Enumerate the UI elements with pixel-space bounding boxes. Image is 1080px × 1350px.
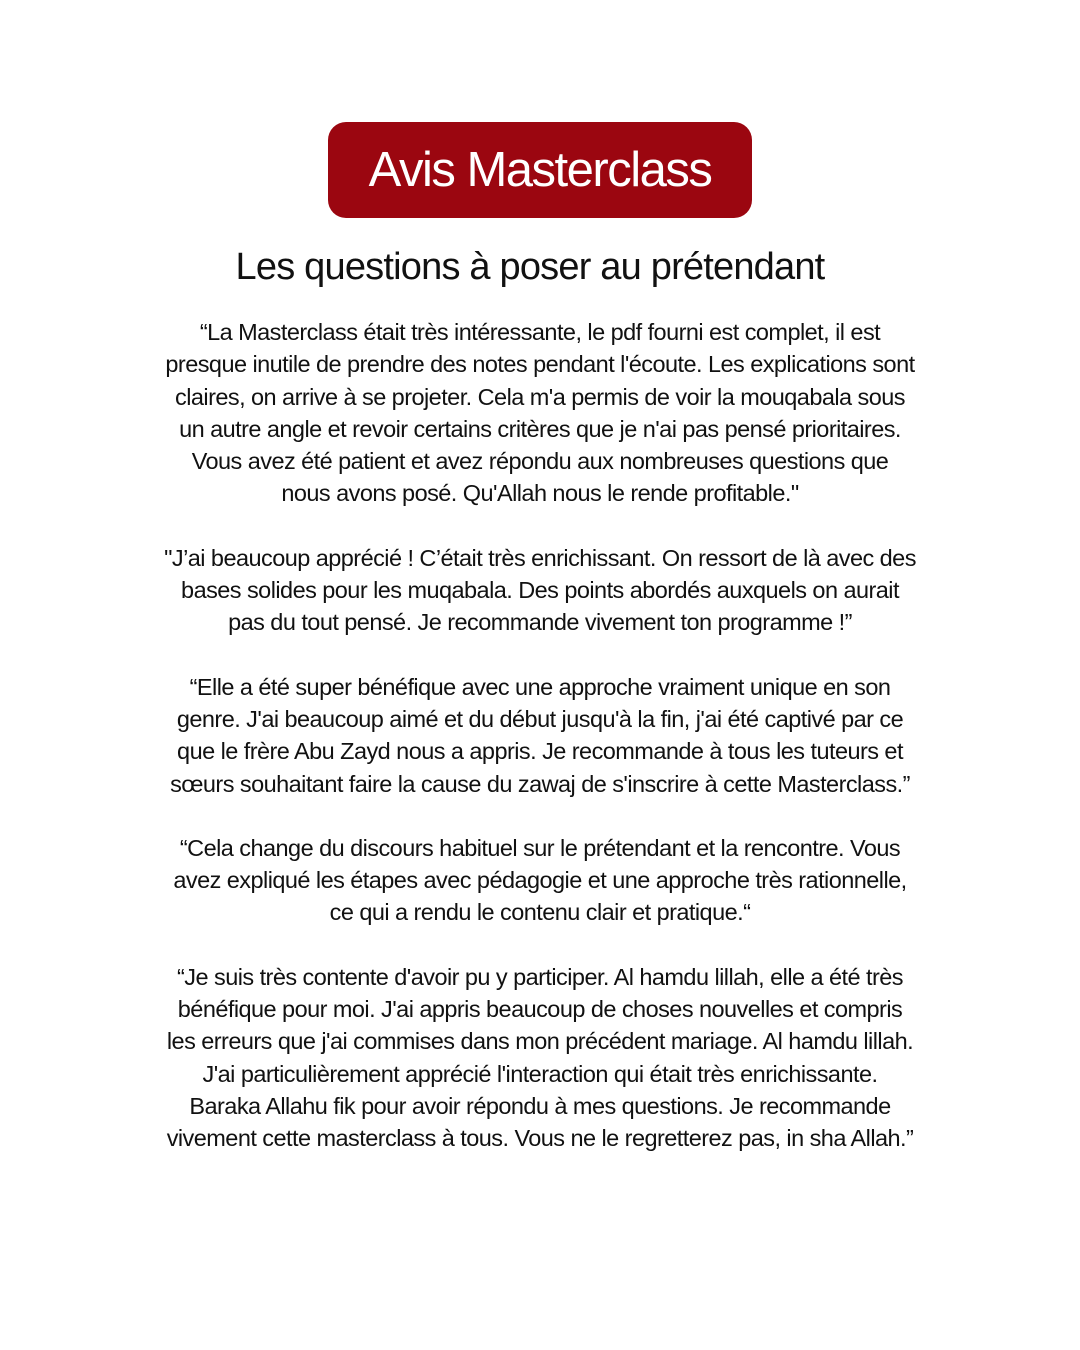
page-subtitle: Les questions à poser au prétendant [235,246,825,288]
title-badge [328,122,752,218]
review-item [60,671,1020,800]
review-line: Vous avez été patient et avez répondu aux nombreuses questions que [191,448,889,475]
review-line: bases solides pour les muqabala. Des points abordés auxquels on aurait [181,577,899,604]
review-line: claires, on arrive à se projeter. Cela m'a permis de voir la mouqabala sous [175,383,905,410]
review-line: ce qui a rendu le contenu clair et pratique.“ [329,899,751,926]
review-item [60,542,1020,639]
review-line: avez expliqué les étapes avec pédagogie et une approche très rationnelle, [173,867,907,894]
review-line: “Je suis très contente d'avoir pu y participer. Al hamdu lillah, elle a été très [177,963,903,990]
review-line: Baraka Allahu fik pour avoir répondu à mes questions. Je recommande [189,1092,891,1119]
reviews-list [60,316,1020,1187]
review-line: bénéfique pour moi. J'ai appris beaucoup de choses nouvelles et compris [177,996,903,1023]
title-badge-label: Avis Masterclass [368,143,712,197]
review-line: “La Masterclass était très intéressante, le pdf fourni est complet, il est [199,319,881,345]
review-item [60,832,1020,929]
review-line: nous avons posé. Qu'Allah nous le rende profitable." [281,480,799,507]
review-line: "J’ai beaucoup apprécié ! C’était très enrichissant. On ressort de là avec des [164,544,916,571]
review-line: sœurs souhaitant faire la cause du zawaj de s'inscrire à cette Masterclass.” [170,770,910,797]
review-line: presque inutile de prendre des notes pendant l'écoute. Les explications sont [165,351,915,378]
review-line: genre. J'ai beaucoup aimé et du début jusqu'à la fin, j'ai été captivé par ce [176,705,904,732]
review-line: pas du tout pensé. Je recommande vivement ton programme !” [228,609,852,636]
review-line: “Elle a été super bénéfique avec une approche vraiment unique en son [189,673,891,700]
review-line: que le frère Abu Zayd nous a appris. Je recommande à tous les tuteurs et [177,738,903,765]
review-line: les erreurs que j'ai commises dans mon précédent mariage. Al hamdu lillah. [166,1028,914,1055]
review-item [60,316,1020,510]
review-line: vivement cette masterclass à tous. Vous ne le regretterez pas, in sha Allah.” [166,1125,914,1152]
review-item [60,961,1020,1155]
review-line: un autre angle et revoir certains critères que je n'ai pas pensé prioritaires. [179,415,901,442]
review-line: “Cela change du discours habituel sur le prétendant et la rencontre. Vous [179,834,901,861]
review-line: J'ai particulièrement apprécié l'interaction qui était très enrichissante. [202,1060,878,1087]
